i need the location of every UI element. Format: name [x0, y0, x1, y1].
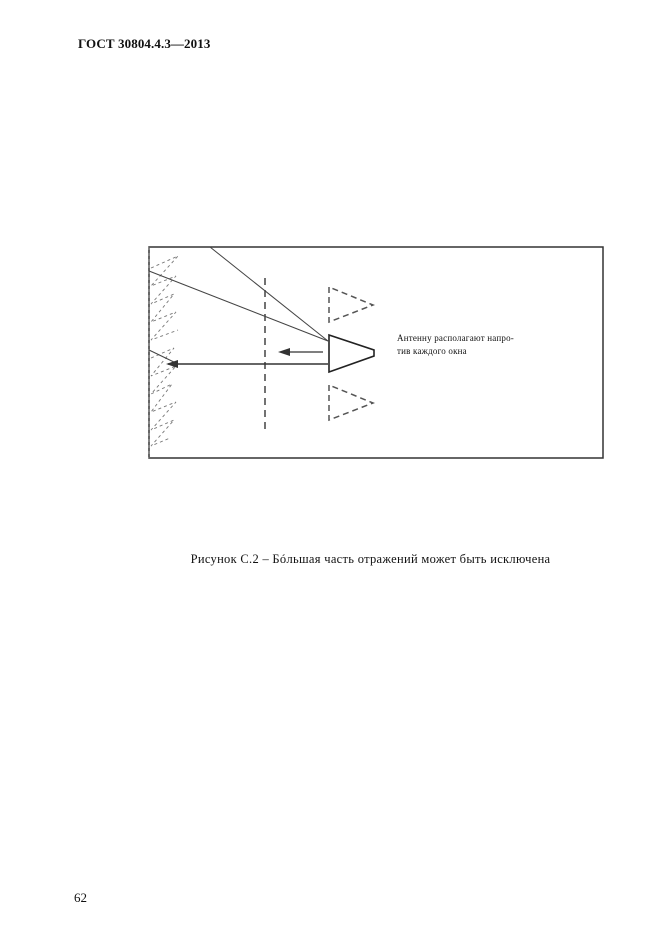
- page-number: 62: [74, 890, 87, 905]
- ray-middle: [149, 271, 328, 341]
- antenna-position-lower-icon: [329, 385, 373, 420]
- reflection-rays: [149, 247, 328, 364]
- antenna-icon: [329, 335, 374, 372]
- annotation-line-2: тив каждого окна: [397, 346, 467, 356]
- annotation-line-1: Антенну располагают напро-: [397, 333, 514, 343]
- figure-c2: [148, 246, 604, 459]
- figure-caption-text: Рисунок С.2 – Бóльшая часть отражений может быть исключена: [190, 552, 551, 566]
- figure-caption: [0, 552, 661, 567]
- antenna-position-upper-icon: [329, 287, 373, 322]
- figure-annotation: [397, 332, 557, 358]
- document-header: [78, 36, 210, 52]
- ray-upper: [210, 247, 328, 341]
- standard-number: ГОСТ 30804.4.3—2013: [78, 36, 211, 51]
- emission-arrowhead: [278, 348, 290, 356]
